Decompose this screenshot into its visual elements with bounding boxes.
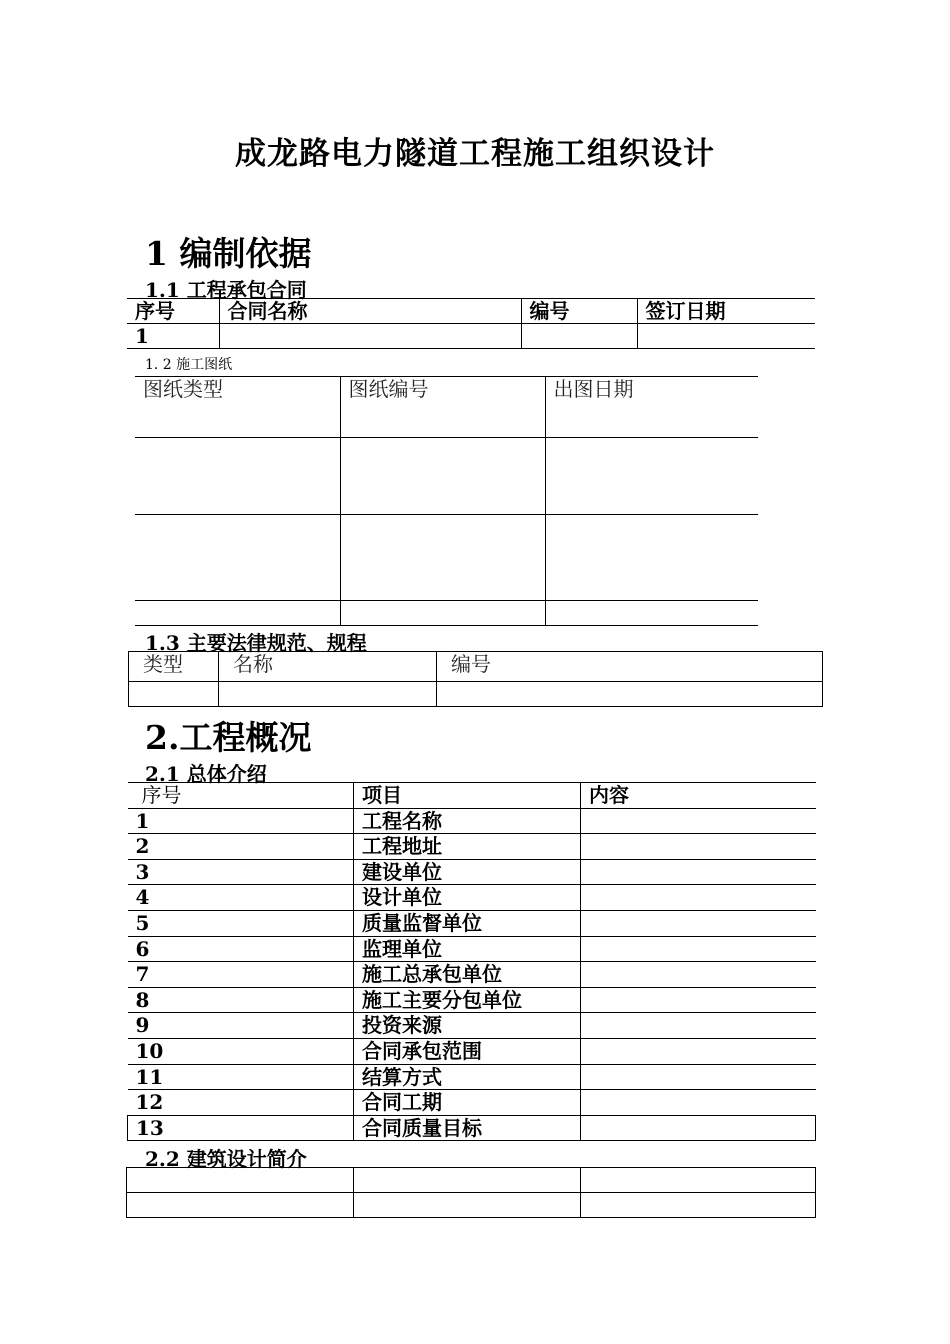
table-header-cell: 名称 <box>219 652 437 682</box>
table-row <box>128 910 816 936</box>
table-cell <box>581 885 816 911</box>
table-cell <box>340 438 545 515</box>
table-cell <box>581 936 816 962</box>
table-cell: 合同工期 <box>354 1090 581 1116</box>
table-cell <box>135 438 340 515</box>
table-header-row <box>128 783 816 809</box>
table-header-row <box>127 299 815 324</box>
table-cell: 结算方式 <box>354 1064 581 1090</box>
table-cell <box>354 1193 581 1218</box>
table-row <box>128 1064 816 1090</box>
table-header-cell: 合同名称 <box>219 299 521 324</box>
table-cell <box>637 324 815 349</box>
table-cell <box>581 834 816 860</box>
table-cell <box>129 682 219 707</box>
laws-heading: 1.3 主要法律规范、规程 <box>145 631 367 655</box>
table-cell: 工程名称 <box>354 808 581 834</box>
table-cell <box>219 324 521 349</box>
table-cell: 13 <box>128 1115 354 1141</box>
overview-table <box>127 782 816 1141</box>
table-row <box>128 1038 816 1064</box>
table-cell: 10 <box>128 1038 354 1064</box>
table-cell: 4 <box>128 885 354 911</box>
table-cell <box>437 682 823 707</box>
table-cell <box>581 1168 816 1193</box>
table-cell: 施工总承包单位 <box>354 962 581 988</box>
table-row <box>128 1013 816 1039</box>
table-cell: 8 <box>128 987 354 1013</box>
table-cell: 5 <box>128 910 354 936</box>
table-cell: 3 <box>128 859 354 885</box>
table-cell: 1 <box>128 808 354 834</box>
table-cell <box>340 515 545 601</box>
table-header-cell: 序号 <box>127 299 219 324</box>
table-cell <box>581 1090 816 1116</box>
table-header-cell: 签订日期 <box>637 299 815 324</box>
table-row <box>128 1115 816 1141</box>
table-row <box>128 962 816 988</box>
table-cell: 合同承包范围 <box>354 1038 581 1064</box>
table-cell <box>581 962 816 988</box>
table-header-row <box>129 652 823 682</box>
document-title: 成龙路电力隧道工程施工组织设计 <box>235 136 715 172</box>
table-cell: 合同质量目标 <box>354 1115 581 1141</box>
table-cell <box>581 987 816 1013</box>
table-row <box>128 808 816 834</box>
section-1-heading: 1 编制依据 <box>145 234 312 273</box>
table-cell: 工程地址 <box>354 834 581 860</box>
table-cell <box>545 438 758 515</box>
table-row <box>135 438 758 515</box>
table-cell <box>354 1168 581 1193</box>
building-table <box>126 1167 816 1218</box>
table-cell: 9 <box>128 1013 354 1039</box>
table-cell <box>127 1193 354 1218</box>
table-cell: 7 <box>128 962 354 988</box>
table-cell: 1 <box>127 324 219 349</box>
table-header-cell: 项目 <box>354 783 581 809</box>
table-row <box>128 987 816 1013</box>
table-header-cell: 编号 <box>437 652 823 682</box>
table-cell: 投资来源 <box>354 1013 581 1039</box>
contract-table <box>127 298 815 349</box>
table-row <box>128 834 816 860</box>
table-cell <box>581 859 816 885</box>
table-header-cell: 图纸类型 <box>135 377 340 438</box>
overview-heading: 2.1 总体介绍 <box>145 762 267 786</box>
table-cell: 12 <box>128 1090 354 1116</box>
table-cell: 2 <box>128 834 354 860</box>
table-cell <box>127 1168 354 1193</box>
table-cell: 6 <box>128 936 354 962</box>
table-cell: 监理单位 <box>354 936 581 962</box>
building-heading: 2.2 建筑设计简介 <box>145 1147 307 1171</box>
contract-heading: 1.1 工程承包合同 <box>145 278 307 302</box>
table-cell <box>135 601 340 626</box>
table-cell: 11 <box>128 1064 354 1090</box>
table-row <box>128 885 816 911</box>
table-header-row <box>135 377 758 438</box>
table-row <box>127 1193 816 1218</box>
table-header-cell: 内容 <box>581 783 816 809</box>
table-row <box>127 324 815 349</box>
table-header-cell: 出图日期 <box>545 377 758 438</box>
table-header-cell: 图纸编号 <box>340 377 545 438</box>
table-cell <box>581 910 816 936</box>
table-header-cell: 编号 <box>521 299 637 324</box>
table-row <box>128 859 816 885</box>
table-cell: 建设单位 <box>354 859 581 885</box>
table-row <box>129 682 823 707</box>
table-row <box>128 936 816 962</box>
table-cell <box>581 1115 816 1141</box>
table-cell <box>135 515 340 601</box>
table-row <box>127 1168 816 1193</box>
table-cell: 施工主要分包单位 <box>354 987 581 1013</box>
table-header-cell: 类型 <box>129 652 219 682</box>
table-cell <box>581 1064 816 1090</box>
table-row <box>135 601 758 626</box>
table-cell: 质量监督单位 <box>354 910 581 936</box>
table-cell: 设计单位 <box>354 885 581 911</box>
section-2-heading: 2.工程概况 <box>145 718 312 757</box>
table-cell <box>581 808 816 834</box>
table-cell <box>581 1193 816 1218</box>
table-header-cell: 序号 <box>128 783 354 809</box>
table-cell <box>219 682 437 707</box>
table-row <box>128 1090 816 1116</box>
drawings-table <box>135 376 758 626</box>
table-cell <box>581 1038 816 1064</box>
laws-table <box>128 651 823 707</box>
drawings-heading: 1. 2 施工图纸 <box>145 357 233 373</box>
table-cell <box>545 515 758 601</box>
table-cell <box>581 1013 816 1039</box>
table-row <box>135 515 758 601</box>
table-cell <box>340 601 545 626</box>
table-cell <box>521 324 637 349</box>
table-cell <box>545 601 758 626</box>
